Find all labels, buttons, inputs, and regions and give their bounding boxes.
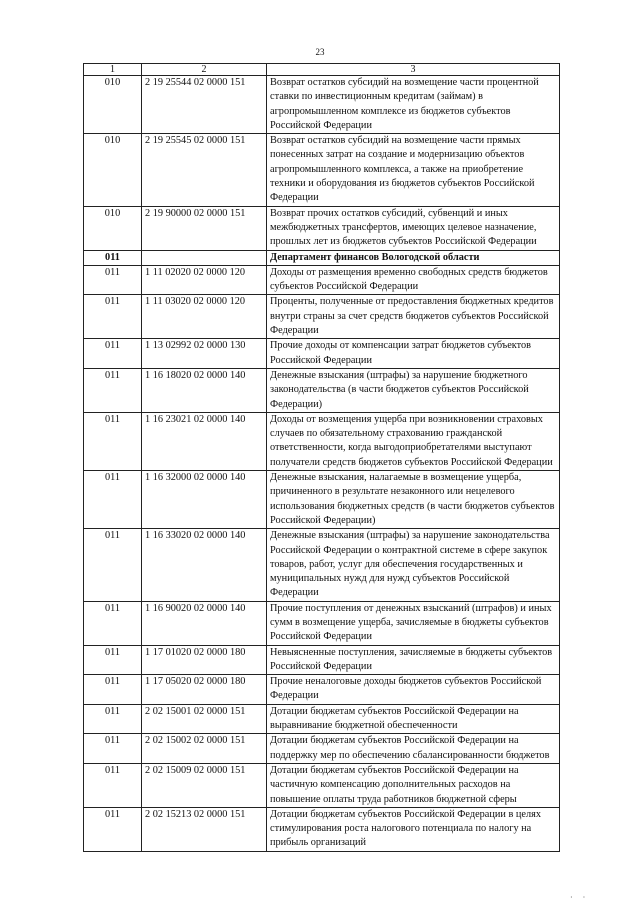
- admin-code-cell: 011: [84, 645, 142, 675]
- table-row: [84, 265, 560, 295]
- revenue-name-cell: Дотации бюджетам субъектов Российской Федерации на выравнивание бюджетной обеспеченности: [267, 704, 560, 734]
- column-header-3: 3: [267, 64, 560, 76]
- margin-scan-mark: · ·: [570, 893, 590, 902]
- revenue-name-cell: Дотации бюджетам субъектов Российской Федерации в целях стимулирования роста налогового потенциала по налогу на прибыль организаций: [267, 807, 560, 851]
- budget-classification-code-cell: 1 16 90020 02 0000 140: [142, 601, 267, 645]
- revenue-name-cell: Возврат остатков субсидий на возмещение части прямых понесенных затрат на создание и модернизацию объектов агропромышленного комплекса, а также на приобретение техники и оборудования из бюджетов субъектов Российской Федерации: [267, 134, 560, 206]
- admin-code-cell: 011: [84, 704, 142, 734]
- table-row: [84, 675, 560, 705]
- revenue-name-cell: Денежные взыскания (штрафы) за нарушение законодательства Российской Федерации о контрактной системе в сфере закупок товаров, работ, услуг для обеспечения государственных и муниципальных нужд для нужд субъектов Российской Федерации: [267, 529, 560, 601]
- budget-classification-code-cell: 1 17 05020 02 0000 180: [142, 675, 267, 705]
- table-row: [84, 339, 560, 369]
- budget-classification-code-cell: 1 16 23021 02 0000 140: [142, 412, 267, 470]
- table-row: [84, 529, 560, 601]
- admin-code-cell: 011: [84, 807, 142, 851]
- table-row: [84, 368, 560, 412]
- column-header-1: 1: [84, 64, 142, 76]
- admin-code-cell: 011: [84, 763, 142, 807]
- table-row: [84, 412, 560, 470]
- revenue-name-cell: Доходы от размещения временно свободных средств бюджетов субъектов Российской Федерации: [267, 265, 560, 295]
- budget-classification-code-cell: 1 16 33020 02 0000 140: [142, 529, 267, 601]
- revenue-name-cell: Прочие поступления от денежных взысканий (штрафов) и иных сумм в возмещение ущерба, зачисляемые в бюджеты субъектов Российской Федерации: [267, 601, 560, 645]
- admin-code-cell: 011: [84, 471, 142, 529]
- budget-classification-code-cell: 2 02 15001 02 0000 151: [142, 704, 267, 734]
- admin-code-cell: 011: [84, 529, 142, 601]
- table-row: [84, 295, 560, 339]
- revenue-name-cell: Денежные взыскания, налагаемые в возмещение ущерба, причиненного в результате незаконного или нецелевого использования бюджетных средств (в части бюджетов субъектов Российской Федерации): [267, 471, 560, 529]
- budget-codes-table: [83, 63, 560, 852]
- admin-code-cell: 010: [84, 206, 142, 250]
- budget-classification-code-cell: [142, 250, 267, 265]
- table-row: [84, 76, 560, 134]
- revenue-name-cell: Проценты, полученные от предоставления бюджетных кредитов внутри страны за счет средств бюджетов субъектов Российской Федерации: [267, 295, 560, 339]
- admin-code-cell: 011: [84, 295, 142, 339]
- page-number: 23: [315, 47, 325, 57]
- revenue-name-cell: Возврат остатков субсидий на возмещение части процентной ставки по инвестиционным кредитам (займам) в агропромышленном комплексе из бюджетов субъектов Российской Федерации: [267, 76, 560, 134]
- budget-classification-code-cell: 1 16 32000 02 0000 140: [142, 471, 267, 529]
- table-row: [84, 734, 560, 764]
- admin-code-cell: 011: [84, 339, 142, 369]
- admin-code-cell: 010: [84, 76, 142, 134]
- table-row: [84, 206, 560, 250]
- budget-classification-code-cell: 1 17 01020 02 0000 180: [142, 645, 267, 675]
- admin-code-cell: 011: [84, 250, 142, 265]
- table-row: [84, 807, 560, 851]
- revenue-name-cell: Дотации бюджетам субъектов Российской Федерации на частичную компенсацию дополнительных расходов на повышение оплаты труда работников бюджетной сферы: [267, 763, 560, 807]
- budget-classification-code-cell: 2 02 15002 02 0000 151: [142, 734, 267, 764]
- revenue-name-cell: Дотации бюджетам субъектов Российской Федерации на поддержку мер по обеспечению сбалансированности бюджетов: [267, 734, 560, 764]
- admin-code-cell: 011: [84, 412, 142, 470]
- revenue-name-cell: Доходы от возмещения ущерба при возникновении страховых случаев по обязательному страхованию гражданской ответственности, когда выгодоприобретателями выступают получатели средств бюджетов субъектов Российской Федерации: [267, 412, 560, 470]
- revenue-name-cell: Невыясненные поступления, зачисляемые в бюджеты субъектов Российской Федерации: [267, 645, 560, 675]
- table-row: [84, 601, 560, 645]
- budget-classification-code-cell: 2 19 90000 02 0000 151: [142, 206, 267, 250]
- table-header-row: [84, 64, 560, 76]
- admin-code-cell: 011: [84, 265, 142, 295]
- table-row: [84, 704, 560, 734]
- table-row: [84, 645, 560, 675]
- budget-classification-code-cell: 2 02 15009 02 0000 151: [142, 763, 267, 807]
- table-row: [84, 763, 560, 807]
- revenue-name-cell: Прочие неналоговые доходы бюджетов субъектов Российской Федерации: [267, 675, 560, 705]
- admin-code-cell: 011: [84, 601, 142, 645]
- budget-classification-code-cell: 2 02 15213 02 0000 151: [142, 807, 267, 851]
- budget-classification-code-cell: 2 19 25545 02 0000 151: [142, 134, 267, 206]
- budget-classification-code-cell: 1 11 03020 02 0000 120: [142, 295, 267, 339]
- column-header-2: 2: [142, 64, 267, 76]
- admin-code-cell: 011: [84, 734, 142, 764]
- budget-classification-code-cell: 2 19 25544 02 0000 151: [142, 76, 267, 134]
- table-row: [84, 471, 560, 529]
- admin-code-cell: 010: [84, 134, 142, 206]
- section-header-row: [84, 250, 560, 265]
- budget-classification-code-cell: 1 11 02020 02 0000 120: [142, 265, 267, 295]
- budget-classification-code-cell: 1 16 18020 02 0000 140: [142, 368, 267, 412]
- administrator-name-cell: Департамент финансов Вологодской области: [267, 250, 560, 265]
- admin-code-cell: 011: [84, 675, 142, 705]
- revenue-name-cell: Возврат прочих остатков субсидий, субвенций и иных межбюджетных трансфертов, имеющих целевое назначение, прошлых лет из бюджетов субъектов Российской Федерации: [267, 206, 560, 250]
- revenue-name-cell: Денежные взыскания (штрафы) за нарушение бюджетного законодательства (в части бюджетов субъектов Российской Федерации): [267, 368, 560, 412]
- admin-code-cell: 011: [84, 368, 142, 412]
- budget-classification-code-cell: 1 13 02992 02 0000 130: [142, 339, 267, 369]
- table-row: [84, 134, 560, 206]
- revenue-name-cell: Прочие доходы от компенсации затрат бюджетов субъектов Российской Федерации: [267, 339, 560, 369]
